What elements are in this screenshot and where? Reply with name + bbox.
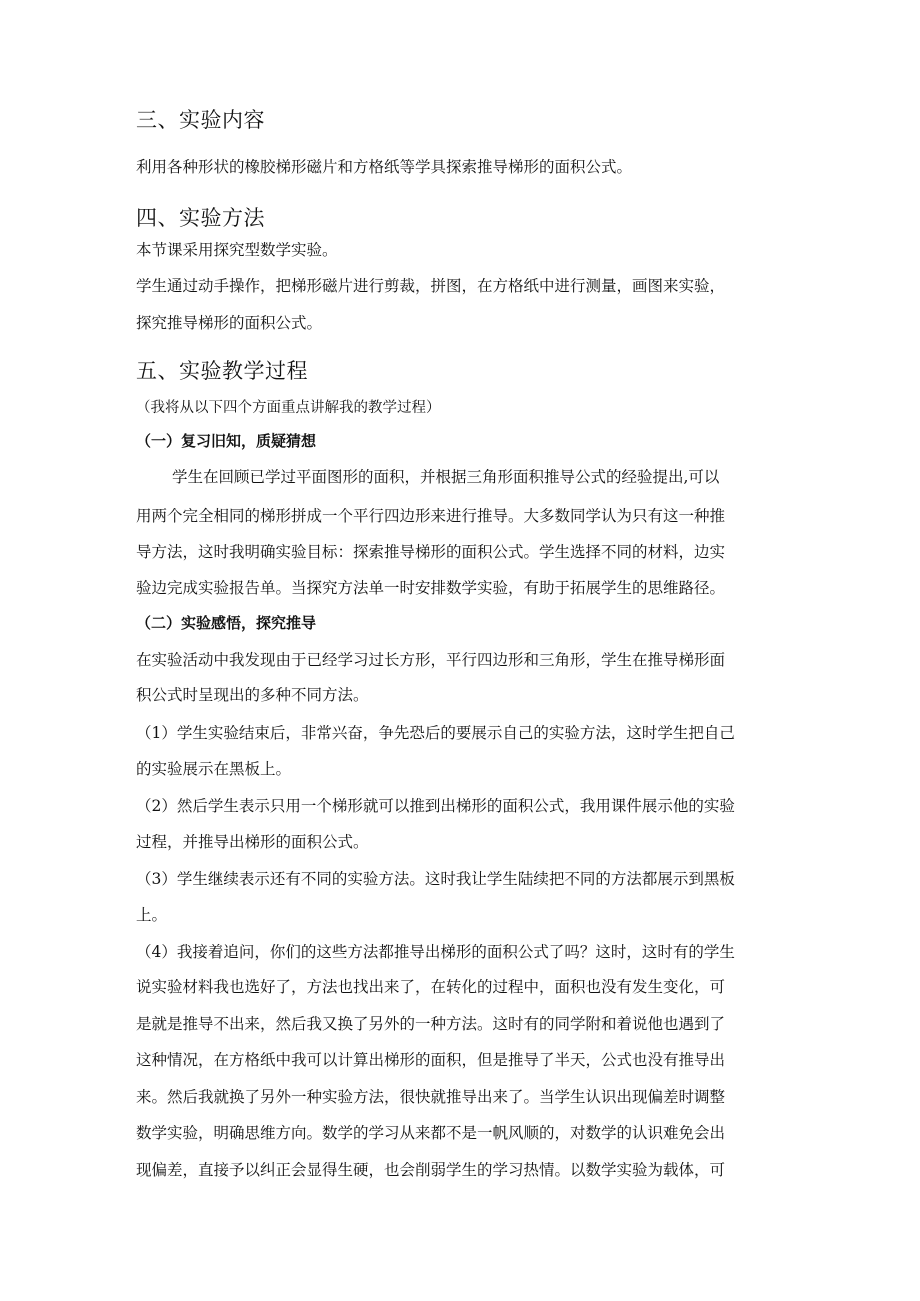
paragraph-line: 说实验材料我也选好了，方法也找出来了，在转化的过程中，面积也没有发生变化，可 xyxy=(136,978,726,996)
section-heading-teaching-process: 五、实验教学过程 xyxy=(136,359,308,383)
paragraph-line: 验边完成实验报告单。当探究方法单一时安排数学实验，有助于拓展学生的思维路径。 xyxy=(136,579,726,597)
paragraph-line: 过程，并推导出梯形的面积公式。 xyxy=(136,833,369,851)
paragraph-line: 导方法，这时我明确实验目标：探索推导梯形的面积公式。学生选择不同的材料，边实 xyxy=(136,543,726,561)
paragraph-line: 学生在回顾已学过平面图形的面积，并根据三角形面积推导公式的经验提出,可以 xyxy=(172,468,720,486)
paragraph-line: （1）学生实验结束后，非常兴奋，争先恐后的要展示自己的实验方法，这时学生把自己 xyxy=(136,724,735,742)
paragraph-line: 学生通过动手操作，把梯形磁片进行剪裁，拼图，在方格纸中进行测量，画图来实验， xyxy=(136,277,726,295)
section-note: （我将从以下四个方面重点讲解我的教学过程） xyxy=(136,400,441,416)
paragraph-line: （3）学生继续表示还有不同的实验方法。这时我让学生陆续把不同的方法都展示到黑板 xyxy=(136,870,735,888)
paragraph-line: 在实验活动中我发现由于已经学习过长方形，平行四边形和三角形，学生在推导梯形面 xyxy=(136,651,726,669)
section-heading-experiment-method: 四、实验方法 xyxy=(136,206,265,230)
section-heading-experiment-content: 三、实验内容 xyxy=(136,108,265,132)
paragraph-line: 来。然后我就换了另外一种实验方法，很快就推导出来了。当学生认识出现偏差时调整 xyxy=(136,1088,726,1106)
paragraph-line: 利用各种形状的橡胶梯形磁片和方格纸等学具探索推导梯形的面积公式。 xyxy=(136,158,633,176)
subsection-title-experiment: （二）实验感悟，探究推导 xyxy=(136,614,317,632)
paragraph-line: 现偏差，直接予以纠正会显得生硬，也会削弱学生的学习热情。以数学实验为载体，可 xyxy=(136,1161,726,1179)
paragraph-line: （2）然后学生表示只用一个梯形就可以推到出梯形的面积公式，我用课件展示他的实验 xyxy=(136,797,735,815)
paragraph-line: （4）我接着追问，你们的这些方法都推导出梯形的面积公式了吗？这时，这时有的学生 xyxy=(136,943,735,961)
paragraph-line: 这种情况，在方格纸中我可以计算出梯形的面积，但是推导了半天，公式也没有推导出 xyxy=(136,1051,726,1069)
paragraph-line: 积公式时呈现出的多种不同方法。 xyxy=(136,686,369,704)
paragraph-line: 探究推导梯形的面积公式。 xyxy=(136,314,323,332)
paragraph-line: 上。 xyxy=(136,906,168,924)
paragraph-line: 用两个完全相同的梯形拼成一个平行四边形来进行推导。大多数同学认为只有这一种推 xyxy=(136,507,726,525)
paragraph-line: 是就是推导不出来，然后我又换了另外的一种方法。这时有的同学附和着说他也遇到了 xyxy=(136,1015,726,1033)
subsection-title-review: （一）复习旧知，质疑猜想 xyxy=(136,432,317,450)
paragraph-line: 数学实验，明确思维方向。数学的学习从来都不是一帆风顺的，对数学的认识难免会出 xyxy=(136,1124,726,1142)
paragraph-line: 的实验展示在黑板上。 xyxy=(136,760,292,778)
paragraph-line: 本节课采用探究型数学实验。 xyxy=(136,241,338,259)
